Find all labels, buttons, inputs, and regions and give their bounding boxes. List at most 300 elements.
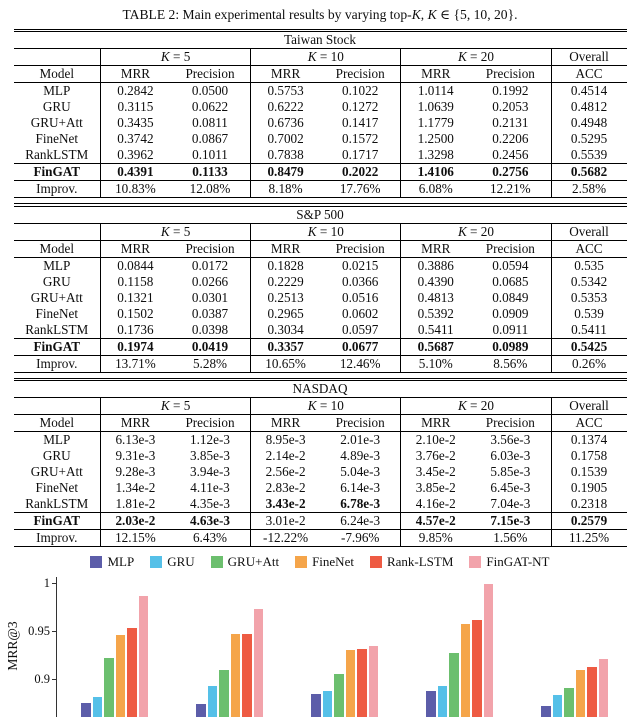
table-header-row <box>14 223 627 240</box>
metric-header: Precision <box>470 240 551 257</box>
value-cell: 0.1539 <box>551 464 626 480</box>
value-cell: 7.15e-3 <box>470 513 551 530</box>
value-cell: 1.3298 <box>401 147 470 164</box>
table-row <box>14 147 627 164</box>
value-cell: -12.22% <box>251 530 320 547</box>
value-cell: 4.63e-3 <box>170 513 251 530</box>
legend-swatch <box>469 556 481 568</box>
value-cell: 0.0602 <box>342 305 379 321</box>
value-cell: 0.0215 <box>342 257 379 273</box>
model-name: FinGAT <box>14 338 101 355</box>
value-cell: 0.0844 <box>101 257 170 274</box>
value-cell: 0.5342 <box>551 274 626 290</box>
bar <box>576 670 586 718</box>
value-cell: 12.15% <box>101 530 170 547</box>
legend-item <box>469 554 549 570</box>
k-symbol: K <box>457 223 467 239</box>
k-value: = 20 <box>466 398 494 414</box>
k-symbol: K <box>307 223 317 239</box>
value-cell: 9.31e-3 <box>101 448 170 464</box>
bar <box>242 634 252 717</box>
table-title: S&P 500 <box>14 206 627 223</box>
bar <box>472 620 482 718</box>
model-name: GRU+Att <box>30 115 83 131</box>
value-cell: 10.65% <box>251 355 320 372</box>
value-cell: 5.10% <box>401 355 470 372</box>
value-cell: 0.0849 <box>492 289 529 305</box>
results-table <box>14 206 627 373</box>
model-name: GRU <box>42 448 71 464</box>
table-row <box>14 274 627 290</box>
value-cell: 6.24e-3 <box>320 513 401 530</box>
value-cell: 0.3357 <box>251 338 320 355</box>
value-cell: 0.2965 <box>251 306 320 322</box>
y-tick-label: 0.95 <box>28 623 50 638</box>
table-header-row <box>14 49 627 66</box>
value-cell: 1.0114 <box>401 83 470 100</box>
k-header <box>101 49 251 66</box>
overall-header: Overall <box>551 398 626 415</box>
value-cell: 3.45e-2 <box>401 464 470 480</box>
legend-item <box>90 554 134 570</box>
metric-header: MRR <box>401 240 470 257</box>
value-cell: 0.6222 <box>251 99 320 115</box>
results-table <box>14 31 627 198</box>
k-value: = 10 <box>316 223 344 239</box>
value-cell: 0.1417 <box>342 115 379 131</box>
k-value: = 10 <box>316 398 344 414</box>
value-cell: 0.0867 <box>191 131 229 147</box>
metric-header: Precision <box>320 415 401 432</box>
model-name: Improv. <box>36 181 78 197</box>
value-cell: 5.28% <box>192 355 228 371</box>
table-row <box>14 338 627 355</box>
metric-header: Precision <box>470 415 551 432</box>
model-name: GRU+Att <box>30 289 83 305</box>
bar <box>311 694 321 718</box>
value-cell: 1.0639 <box>401 99 470 115</box>
metric-header: Precision <box>170 415 251 432</box>
value-cell: 0.5353 <box>551 290 626 306</box>
bar <box>231 634 241 717</box>
table-row <box>14 99 627 115</box>
value-cell: 0.0516 <box>342 289 379 305</box>
model-name: MLP <box>43 257 71 273</box>
value-cell: 0.2206 <box>492 131 529 147</box>
table-row <box>14 496 627 513</box>
table-row <box>14 513 627 530</box>
value-cell: 0.2229 <box>251 274 320 290</box>
metric-header: MRR <box>101 66 170 83</box>
model-name: RankLSTM <box>25 496 89 512</box>
value-cell: 0.1158 <box>101 274 170 290</box>
k-symbol: K <box>307 398 317 414</box>
bar <box>541 706 551 717</box>
value-cell: 0.0622 <box>191 99 229 115</box>
k-header <box>401 223 551 240</box>
chart-legend <box>0 553 640 571</box>
table-caption <box>0 7 640 24</box>
value-cell: 0.1133 <box>170 164 251 181</box>
table-row <box>14 448 627 464</box>
value-cell: 0.535 <box>551 257 626 274</box>
value-cell: 4.89e-3 <box>340 448 381 464</box>
k-header <box>101 223 251 240</box>
value-cell: 1.2500 <box>401 131 470 147</box>
legend-label: GRU <box>167 554 195 570</box>
bar <box>461 624 471 718</box>
value-cell: 0.4514 <box>551 83 626 100</box>
k-value: = 20 <box>466 223 494 239</box>
value-cell: 0.0419 <box>170 338 251 355</box>
model-name: FinGAT <box>14 164 101 181</box>
table-row <box>14 306 627 322</box>
value-cell: 0.3742 <box>101 131 170 147</box>
value-cell: 0.5682 <box>551 164 626 181</box>
value-cell: 0.2131 <box>492 115 529 131</box>
header-blank <box>14 49 101 66</box>
value-cell: 0.3034 <box>251 322 320 339</box>
model-name: Improv. <box>36 530 78 546</box>
value-cell: 8.18% <box>251 181 320 198</box>
metric-header: MRR <box>251 66 320 83</box>
value-cell: 4.16e-2 <box>401 496 470 513</box>
bar <box>599 659 609 717</box>
value-cell: 6.13e-3 <box>101 432 170 449</box>
value-cell: 0.1321 <box>101 290 170 306</box>
metric-header: MRR <box>251 415 320 432</box>
metric-header: Precision <box>320 66 401 83</box>
bar <box>438 686 448 718</box>
bar <box>346 650 356 717</box>
value-cell: 1.34e-2 <box>101 480 170 496</box>
value-cell: 0.1011 <box>192 147 228 163</box>
y-tick-label: 0.9 <box>34 671 50 686</box>
value-cell: 0.4390 <box>401 274 470 290</box>
y-tick-mark <box>52 631 57 632</box>
value-cell: 1.81e-2 <box>101 496 170 513</box>
value-cell: 12.46% <box>339 355 381 371</box>
value-cell: 0.5425 <box>551 338 626 355</box>
value-cell: 12.21% <box>490 181 531 197</box>
value-cell: 2.01e-3 <box>340 432 381 448</box>
table-title: NASDAQ <box>14 381 627 398</box>
value-cell: 0.5539 <box>551 147 626 164</box>
model-name: MLP <box>43 83 71 99</box>
value-cell: 0.2053 <box>492 99 529 115</box>
k-symbol: K <box>457 49 467 65</box>
k-symbol: K <box>160 223 170 239</box>
results-table-taiwan-stock <box>14 29 627 199</box>
value-cell: 1.4106 <box>401 164 470 181</box>
legend-label: MLP <box>107 554 135 570</box>
k-symbol: K <box>160 398 170 414</box>
value-cell: 0.0172 <box>191 257 229 273</box>
metric-header: Precision <box>470 66 551 83</box>
tables-container <box>0 29 640 548</box>
value-cell: -7.96% <box>340 530 380 546</box>
metric-header: MRR <box>401 66 470 83</box>
model-header: Model <box>14 415 101 432</box>
bar <box>484 584 494 717</box>
legend-swatch <box>150 556 162 568</box>
value-cell: 1.56% <box>493 530 528 546</box>
value-cell: 4.35e-3 <box>190 496 230 512</box>
model-name: FineNet <box>35 305 79 321</box>
table-row <box>14 530 627 547</box>
value-cell: 3.43e-2 <box>251 496 320 513</box>
value-cell: 6.08% <box>401 181 470 198</box>
model-name: RankLSTM <box>25 147 89 163</box>
value-cell: 11.25% <box>551 530 626 547</box>
value-cell: 0.4948 <box>551 115 626 131</box>
value-cell: 8.95e-3 <box>251 432 320 449</box>
table-subheader-row <box>14 66 627 83</box>
value-cell: 2.03e-2 <box>101 513 170 530</box>
acc-header: ACC <box>551 240 626 257</box>
bar-chart <box>0 553 640 717</box>
acc-header: ACC <box>551 66 626 83</box>
table-row <box>14 115 627 131</box>
value-cell: 0.0597 <box>342 321 379 337</box>
table-header-row <box>14 398 627 415</box>
value-cell: 0.2513 <box>251 290 320 306</box>
k-header <box>401 49 551 66</box>
table-title-row <box>14 206 627 223</box>
bar <box>254 609 264 717</box>
value-cell: 0.7838 <box>251 147 320 164</box>
value-cell: 0.5411 <box>551 322 626 339</box>
overall-header: Overall <box>551 223 626 240</box>
value-cell: 6.45e-3 <box>490 480 531 496</box>
caption-text: TABLE 2: Main experimental results by varying top- <box>122 7 412 22</box>
table-row <box>14 355 627 372</box>
metric-header: Precision <box>170 240 251 257</box>
value-cell: 0.2456 <box>492 147 529 163</box>
value-cell: 10.83% <box>101 181 170 198</box>
table-row <box>14 464 627 480</box>
value-cell: 0.5753 <box>251 83 320 100</box>
table-row <box>14 290 627 306</box>
table-subheader-row <box>14 415 627 432</box>
metric-header: Precision <box>320 240 401 257</box>
bar <box>139 596 149 718</box>
value-cell: 6.78e-3 <box>340 496 381 512</box>
model-name: RankLSTM <box>25 321 89 337</box>
k-symbol: K <box>160 49 170 65</box>
table-row <box>14 432 627 449</box>
value-cell: 0.0811 <box>192 115 228 131</box>
value-cell: 0.0685 <box>492 273 529 289</box>
k-value: = 5 <box>169 398 191 414</box>
model-name: GRU <box>42 273 71 289</box>
legend-item <box>211 554 279 570</box>
header-blank <box>14 398 101 415</box>
table-row <box>14 322 627 339</box>
value-cell: 0.1992 <box>492 83 529 99</box>
value-cell: 0.8479 <box>251 164 320 181</box>
value-cell: 0.2756 <box>470 164 551 181</box>
value-cell: 0.0989 <box>470 338 551 355</box>
results-table-nasdaq <box>14 378 627 548</box>
value-cell: 2.83e-2 <box>251 480 320 496</box>
y-axis-label: MRR@3 <box>5 621 20 672</box>
table-row <box>14 164 627 181</box>
table-title-row <box>14 32 627 49</box>
value-cell: 0.1828 <box>251 257 320 274</box>
value-cell: 0.4812 <box>551 99 626 115</box>
table-title-row <box>14 381 627 398</box>
value-cell: 0.539 <box>551 306 626 322</box>
value-cell: 3.76e-2 <box>401 448 470 464</box>
bar <box>564 688 574 718</box>
model-name: MLP <box>43 432 71 448</box>
k-value: = 10 <box>316 49 344 65</box>
caption-text: ∈ {5, 10, 20}. <box>436 7 518 22</box>
model-name: Improv. <box>36 355 78 371</box>
y-tick-mark <box>52 583 57 584</box>
value-cell: 0.0387 <box>191 305 229 321</box>
plot-area <box>5 575 632 717</box>
value-cell: 0.5687 <box>401 338 470 355</box>
metric-header: MRR <box>101 240 170 257</box>
value-cell: 0.1502 <box>101 306 170 322</box>
y-tick-label: 1 <box>43 575 50 590</box>
value-cell: 3.56e-3 <box>490 432 531 448</box>
model-name: FinGAT <box>14 513 101 530</box>
value-cell: 0.0594 <box>492 257 529 273</box>
bar <box>116 635 126 717</box>
legend-swatch <box>90 556 102 568</box>
value-cell: 12.08% <box>189 181 231 197</box>
value-cell: 4.11e-3 <box>190 480 230 496</box>
value-cell: 0.4391 <box>101 164 170 181</box>
value-cell: 0.1022 <box>342 83 379 99</box>
value-cell: 0.0301 <box>191 289 229 305</box>
value-cell: 2.56e-2 <box>251 464 320 480</box>
value-cell: 0.1736 <box>101 322 170 339</box>
legend-swatch <box>370 556 382 568</box>
table-row <box>14 257 627 274</box>
legend-swatch <box>211 556 223 568</box>
bar <box>449 653 459 717</box>
table-title: Taiwan Stock <box>14 32 627 49</box>
bar <box>357 649 367 717</box>
value-cell: 0.2842 <box>101 83 170 100</box>
bar <box>104 658 114 717</box>
value-cell: 9.28e-3 <box>101 464 170 480</box>
value-cell: 0.1374 <box>551 432 626 449</box>
value-cell: 0.6736 <box>251 115 320 131</box>
table-row <box>14 181 627 198</box>
value-cell: 0.2022 <box>320 164 401 181</box>
value-cell: 4.57e-2 <box>401 513 470 530</box>
acc-header: ACC <box>551 415 626 432</box>
k-value: = 20 <box>466 49 494 65</box>
metric-header: MRR <box>251 240 320 257</box>
k-header <box>251 398 401 415</box>
k-symbol: K <box>307 49 317 65</box>
bar <box>127 628 137 717</box>
value-cell: 6.43% <box>192 530 228 546</box>
value-cell: 8.56% <box>493 355 528 371</box>
value-cell: 0.5411 <box>401 322 470 339</box>
value-cell: 0.3962 <box>101 147 170 164</box>
k-header <box>401 398 551 415</box>
k-value: = 5 <box>169 223 191 239</box>
model-name: FineNet <box>35 131 79 147</box>
model-header: Model <box>14 240 101 257</box>
paper-page <box>0 7 640 724</box>
bar <box>93 697 103 718</box>
value-cell: 0.0677 <box>320 338 401 355</box>
bar <box>81 703 91 717</box>
k-symbol: K <box>457 398 467 414</box>
value-cell: 6.03e-3 <box>490 448 531 464</box>
value-cell: 0.3886 <box>401 257 470 274</box>
value-cell: 2.58% <box>551 181 626 198</box>
caption-k-symbol: K <box>427 7 437 22</box>
value-cell: 0.4813 <box>401 290 470 306</box>
value-cell: 0.1572 <box>342 131 379 147</box>
value-cell: 7.04e-3 <box>490 496 531 512</box>
value-cell: 0.5295 <box>551 131 626 147</box>
value-cell: 0.26% <box>551 355 626 372</box>
header-blank <box>14 223 101 240</box>
value-cell: 0.1272 <box>342 99 379 115</box>
value-cell: 2.10e-2 <box>401 432 470 449</box>
table-row <box>14 83 627 100</box>
value-cell: 0.1905 <box>551 480 626 496</box>
bar <box>196 704 206 717</box>
value-cell: 0.1974 <box>101 338 170 355</box>
bar <box>323 691 333 718</box>
value-cell: 3.85e-2 <box>401 480 470 496</box>
metric-header: MRR <box>401 415 470 432</box>
value-cell: 1.1779 <box>401 115 470 131</box>
value-cell: 3.01e-2 <box>251 513 320 530</box>
metric-header: Precision <box>170 66 251 83</box>
value-cell: 1.12e-3 <box>190 432 230 448</box>
value-cell: 0.0911 <box>492 321 529 337</box>
legend-label: FineNet <box>312 554 354 570</box>
value-cell: 5.04e-3 <box>340 464 381 480</box>
bar <box>587 667 597 718</box>
value-cell: 0.5392 <box>401 306 470 322</box>
bar <box>553 695 563 718</box>
plot <box>28 575 632 717</box>
legend-item <box>150 554 194 570</box>
value-cell: 17.76% <box>339 181 381 197</box>
legend-item <box>295 554 354 570</box>
bar <box>426 691 436 718</box>
value-cell: 9.85% <box>401 530 470 547</box>
metric-header: MRR <box>101 415 170 432</box>
value-cell: 0.3435 <box>101 115 170 131</box>
y-tick-mark <box>52 679 57 680</box>
legend-label: GRU+Att <box>227 554 280 570</box>
value-cell: 2.14e-2 <box>251 448 320 464</box>
value-cell: 3.85e-3 <box>190 448 230 464</box>
value-cell: 5.85e-3 <box>490 464 531 480</box>
table-subheader-row <box>14 240 627 257</box>
table-row <box>14 131 627 147</box>
value-cell: 0.0500 <box>191 83 229 99</box>
legend-label: Rank-LSTM <box>386 554 454 570</box>
value-cell: 0.0366 <box>342 273 379 289</box>
value-cell: 0.2318 <box>551 496 626 513</box>
value-cell: 0.1758 <box>551 448 626 464</box>
